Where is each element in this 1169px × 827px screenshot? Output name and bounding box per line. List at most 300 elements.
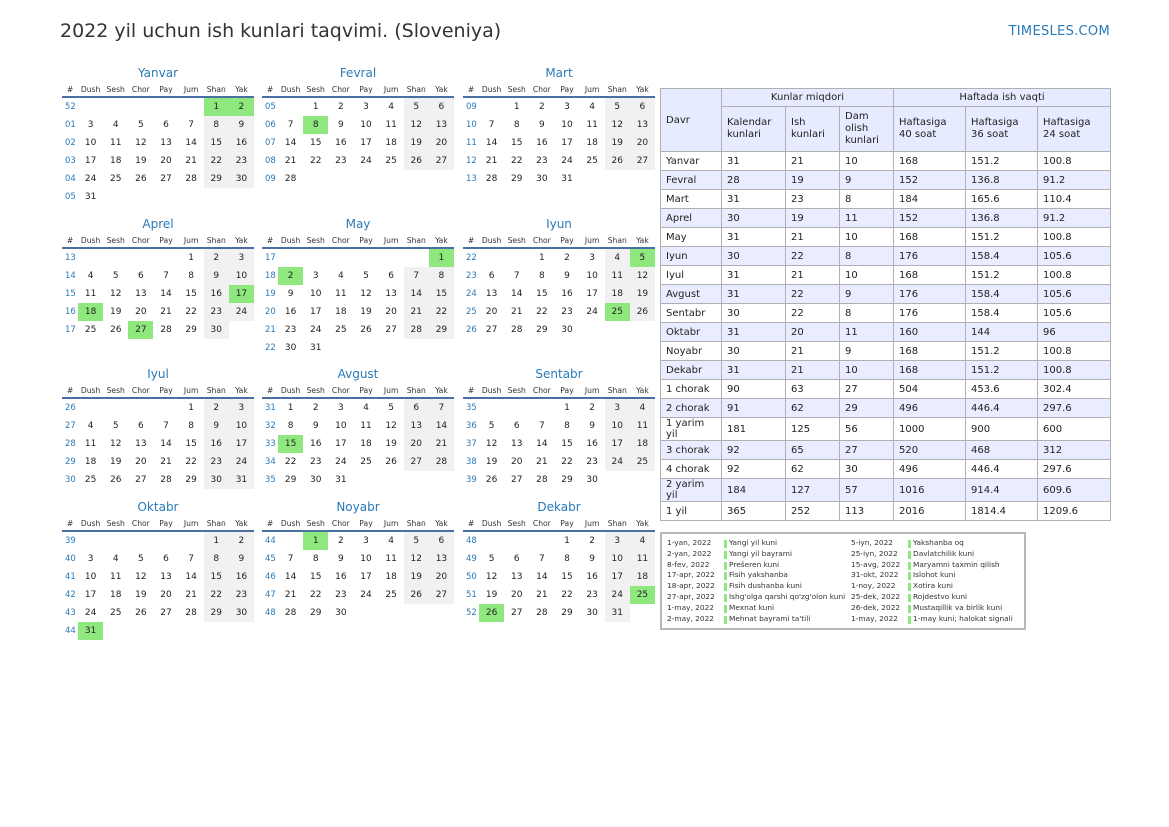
value-cell: 56 [840, 418, 894, 441]
weekday-header: Dush [278, 383, 303, 398]
holiday-date: 2-yan, 2022 [667, 548, 712, 558]
value-cell: 168 [894, 152, 966, 171]
day-cell [353, 471, 378, 489]
weekday-header: # [262, 516, 278, 531]
day-cell: 13 [135, 439, 147, 449]
weekday-header: Dush [479, 383, 504, 398]
value-cell: 168 [894, 266, 966, 285]
day-cell: 5 [605, 97, 630, 116]
day-cell: 12 [385, 421, 397, 431]
day-cell [103, 398, 128, 417]
day-cell: 26 [135, 174, 147, 184]
day-cell: 7 [287, 554, 294, 564]
day-cell [429, 471, 454, 489]
day-cell: 25 [360, 457, 372, 467]
weekday-header: Sesh [504, 82, 529, 97]
weekday-header: Yak [429, 383, 454, 398]
weekday-header: Dush [78, 383, 103, 398]
day-cell [278, 248, 303, 267]
day-cell: 28 [536, 475, 548, 485]
value-cell: 168 [894, 342, 966, 361]
holiday-date: 25-iyn, 2022 [851, 548, 898, 558]
weekday-header: Shan [605, 82, 630, 97]
day-cell: 7 [163, 421, 169, 431]
weekday-header: Yak [429, 516, 454, 531]
week-number: 48 [466, 536, 477, 546]
weekday-header: Pay [153, 82, 178, 97]
value-cell: 31 [722, 361, 786, 380]
day-cell: 29 [561, 608, 573, 618]
day-cell: 18 [385, 138, 397, 148]
weekday-header: Shan [204, 383, 229, 398]
value-cell: 22 [786, 247, 840, 266]
day-cell: 21 [160, 457, 172, 467]
weekday-header: Chor [128, 233, 153, 248]
day-cell: 6 [388, 271, 394, 281]
day-cell: 14 [185, 572, 197, 582]
day-cell [229, 321, 254, 339]
week-number: 24 [466, 289, 477, 299]
day-cell: 9 [538, 120, 545, 130]
week-number: 50 [466, 572, 477, 582]
week-row [62, 152, 254, 170]
value-cell: 609.6 [1038, 479, 1111, 502]
day-cell [179, 531, 204, 550]
week-number: 34 [265, 457, 276, 467]
value-cell: 2016 [894, 502, 966, 521]
value-cell: 29 [840, 399, 894, 418]
weekday-header: Shan [605, 233, 630, 248]
weekday-header: Dush [278, 516, 303, 531]
month-table [62, 383, 254, 489]
day-cell: 16 [586, 572, 598, 582]
value-cell: 136.8 [966, 171, 1038, 190]
day-cell: 1 [204, 97, 229, 116]
value-cell: 8 [840, 247, 894, 266]
day-cell: 23 [204, 303, 229, 321]
day-cell: 16 [309, 439, 322, 449]
day-cell: 3 [229, 248, 254, 267]
day-cell: 20 [510, 590, 523, 600]
holiday-date: 2-may, 2022 [667, 613, 714, 623]
header-work-days: Ish kunlari [786, 107, 840, 152]
weekday-header: Shan [404, 383, 429, 398]
week-row [262, 170, 454, 188]
weekday-header: Sesh [303, 233, 328, 248]
month-name: Mart [545, 66, 573, 80]
week-number: 03 [65, 156, 76, 166]
day-cell: 5 [137, 554, 144, 564]
day-cell: 23 [204, 453, 229, 471]
day-cell [128, 97, 153, 116]
value-cell: 158.4 [966, 247, 1038, 266]
week-number: 13 [65, 253, 76, 263]
day-cell: 24 [605, 586, 630, 604]
day-cell: 7 [538, 554, 545, 564]
week-number: 26 [65, 403, 76, 413]
weekday-header: Yak [429, 82, 454, 97]
weekday-header: Pay [353, 383, 378, 398]
day-cell [179, 97, 204, 116]
header-calendar-days: Kalendar kunlari [722, 107, 786, 152]
day-cell [580, 321, 605, 339]
day-cell: 18 [385, 572, 397, 582]
value-cell: 100.8 [1038, 228, 1111, 247]
day-cell: 14 [284, 138, 297, 148]
day-cell [353, 604, 378, 622]
day-cell [404, 170, 429, 188]
day-cell: 3 [87, 554, 94, 564]
holiday-marker [908, 572, 911, 580]
weekday-header: Yak [229, 516, 254, 531]
day-cell [379, 339, 404, 357]
period-cell: Oktabr [661, 323, 722, 342]
day-cell [379, 248, 404, 267]
day-cell: 4 [87, 271, 94, 281]
day-cell: 24 [229, 453, 254, 471]
week-row [463, 170, 655, 188]
day-cell: 17 [335, 439, 347, 449]
day-cell: 8 [287, 421, 294, 431]
day-cell: 8 [538, 271, 545, 281]
day-cell: 25 [109, 174, 122, 184]
weekday-header: Yak [429, 233, 454, 248]
day-cell: 10 [605, 550, 630, 568]
day-cell: 4 [605, 248, 630, 267]
weekday-header: Sesh [504, 383, 529, 398]
week-row [62, 188, 254, 206]
weekday-header: Chor [328, 516, 353, 531]
day-cell: 1 [303, 531, 328, 550]
day-cell [353, 248, 378, 267]
day-cell: 10 [84, 572, 97, 582]
month-table [463, 233, 655, 339]
day-cell: 22 [429, 303, 454, 321]
day-cell: 16 [586, 439, 598, 449]
day-cell: 29 [185, 475, 197, 485]
day-cell: 17 [360, 138, 372, 148]
day-cell: 19 [385, 439, 397, 449]
day-cell: 7 [287, 120, 294, 130]
weekday-header: Sesh [504, 233, 529, 248]
week-row [262, 285, 454, 303]
value-cell: 1000 [894, 418, 966, 441]
weekday-header: Jum [379, 233, 404, 248]
day-cell: 12 [485, 572, 498, 582]
day-cell: 5 [404, 531, 429, 550]
day-cell: 11 [605, 267, 630, 285]
week-row [62, 550, 254, 568]
month-fevral [262, 64, 454, 188]
holiday-name: Ishg'olga qarshi qo'zg'olon kuni [729, 591, 846, 601]
day-cell: 21 [485, 156, 498, 166]
period-cell: Fevral [661, 171, 722, 190]
day-cell: 10 [229, 417, 254, 435]
day-cell: 31 [78, 622, 103, 640]
day-cell: 29 [536, 325, 548, 335]
weekday-header: # [262, 82, 278, 97]
day-cell: 15 [510, 138, 523, 148]
day-cell: 21 [510, 307, 523, 317]
day-cell: 25 [385, 590, 397, 600]
holiday-date: 18-apr, 2022 [667, 581, 715, 591]
value-cell: 168 [894, 361, 966, 380]
weekday-header: Jum [580, 82, 605, 97]
holiday-marker [724, 572, 727, 580]
holiday-name: Mehnat bayrami ta'tili [729, 613, 811, 623]
day-cell: 12 [630, 267, 655, 285]
day-cell: 27 [135, 475, 147, 485]
month-name: Avgust [337, 367, 379, 381]
day-cell: 13 [485, 289, 498, 299]
day-cell: 30 [309, 475, 322, 485]
day-cell: 17 [605, 568, 630, 586]
day-cell: 18 [630, 435, 655, 453]
day-cell: 3 [312, 271, 319, 281]
value-cell: 496 [894, 460, 966, 479]
day-cell: 18 [586, 138, 598, 148]
day-cell: 24 [309, 325, 322, 335]
value-cell: 144 [966, 323, 1038, 342]
weekday-header: # [463, 516, 479, 531]
value-cell: 31 [722, 190, 786, 209]
holiday-date: 5-iyn, 2022 [851, 538, 893, 547]
value-cell: 9 [840, 285, 894, 304]
weekday-header: Sesh [504, 516, 529, 531]
day-cell [429, 604, 454, 622]
day-cell: 16 [229, 568, 254, 586]
value-cell: 600 [1038, 418, 1111, 441]
value-cell: 21 [786, 266, 840, 285]
day-cell: 4 [112, 554, 119, 564]
month-name: Noyabr [336, 500, 380, 514]
day-cell: 4 [630, 398, 655, 417]
day-cell: 24 [84, 608, 97, 618]
day-cell: 2 [204, 248, 229, 267]
weekday-header: Shan [204, 82, 229, 97]
day-cell: 3 [229, 398, 254, 417]
day-cell: 26 [605, 152, 630, 170]
period-cell: 2 chorak [661, 399, 722, 418]
day-cell [630, 321, 655, 339]
day-cell: 1 [513, 102, 520, 112]
day-cell: 26 [479, 604, 504, 622]
holiday-marker [724, 551, 727, 559]
day-cell: 4 [388, 536, 394, 546]
holiday-name: Yangi yil bayrami [729, 548, 793, 558]
value-cell: 100.8 [1038, 361, 1111, 380]
weekday-header: Sesh [103, 383, 128, 398]
week-number: 08 [265, 156, 276, 166]
week-row [262, 116, 454, 134]
day-cell: 20 [485, 307, 498, 317]
weekday-header: Shan [605, 383, 630, 398]
day-cell: 29 [185, 325, 197, 335]
month-name: Iyul [147, 367, 169, 381]
value-cell: 252 [786, 502, 840, 521]
weekday-header: Pay [153, 383, 178, 398]
value-cell: 453.6 [966, 380, 1038, 399]
day-cell: 19 [404, 568, 429, 586]
day-cell [303, 248, 328, 267]
day-cell: 18 [605, 285, 630, 303]
day-cell: 27 [510, 608, 523, 618]
day-cell [605, 471, 630, 489]
month-table [262, 233, 454, 357]
month-iyul [62, 365, 254, 489]
week-row [262, 134, 454, 152]
week-number: 46 [265, 572, 276, 582]
day-cell: 6 [513, 554, 520, 564]
day-cell: 26 [485, 475, 498, 485]
day-cell: 16 [204, 435, 229, 453]
day-cell: 19 [404, 134, 429, 152]
day-cell: 26 [404, 152, 429, 170]
day-cell: 9 [229, 550, 254, 568]
week-row [262, 339, 454, 357]
day-cell [605, 321, 630, 339]
day-cell [303, 170, 328, 188]
week-number: 04 [65, 174, 76, 184]
week-number: 32 [265, 421, 276, 431]
day-cell: 10 [360, 120, 372, 130]
day-cell [229, 622, 254, 640]
value-cell: 100.8 [1038, 266, 1111, 285]
day-cell [379, 604, 404, 622]
day-cell: 6 [513, 421, 520, 431]
day-cell: 9 [337, 554, 344, 564]
value-cell: 31 [722, 266, 786, 285]
week-number: 39 [65, 536, 76, 546]
day-cell: 8 [204, 116, 229, 134]
day-cell: 21 [284, 590, 297, 600]
day-cell: 7 [404, 267, 429, 285]
header-36h: Haftasiga 36 soat [966, 107, 1038, 152]
week-number: 05 [65, 192, 76, 202]
week-number: 17 [265, 253, 276, 263]
holiday-name: Maryamni taxmin qilish [913, 559, 1000, 569]
site-link[interactable]: TIMESLES.COM [1008, 24, 1110, 39]
day-cell: 28 [485, 174, 498, 184]
stats-row [661, 361, 1111, 380]
week-number: 18 [265, 271, 276, 281]
day-cell: 5 [112, 271, 119, 281]
day-cell: 1 [564, 403, 570, 413]
day-cell [153, 531, 178, 550]
day-cell: 30 [229, 604, 254, 622]
day-cell: 30 [229, 170, 254, 188]
day-cell [404, 471, 429, 489]
week-row [62, 97, 254, 116]
week-number: 22 [466, 253, 477, 263]
day-cell: 11 [335, 289, 347, 299]
day-cell: 21 [404, 303, 429, 321]
day-cell [529, 398, 554, 417]
weekday-header: # [463, 383, 479, 398]
day-cell: 8 [564, 554, 570, 564]
day-cell: 14 [160, 289, 172, 299]
holiday-date: 1-noy, 2022 [851, 581, 896, 591]
day-cell: 15 [309, 572, 322, 582]
day-cell: 26 [360, 325, 372, 335]
day-cell: 18 [78, 303, 103, 321]
day-cell: 27 [630, 152, 655, 170]
day-cell: 9 [204, 267, 229, 285]
value-cell: 91.2 [1038, 209, 1111, 228]
value-cell: 31 [722, 228, 786, 247]
week-row [463, 435, 655, 453]
value-cell: 158.4 [966, 304, 1038, 323]
weekday-header: # [62, 383, 78, 398]
day-cell: 7 [163, 271, 169, 281]
day-cell: 24 [360, 156, 372, 166]
day-cell: 8 [188, 421, 194, 431]
day-cell: 29 [309, 608, 322, 618]
day-cell: 27 [128, 321, 153, 339]
weekday-header: Shan [404, 233, 429, 248]
day-cell: 8 [303, 116, 328, 134]
value-cell: 100.8 [1038, 152, 1111, 171]
weekday-header: Yak [229, 383, 254, 398]
day-cell: 25 [109, 608, 122, 618]
week-row [463, 586, 655, 604]
value-cell: 19 [786, 171, 840, 190]
day-cell: 3 [605, 531, 630, 550]
day-cell: 14 [536, 572, 548, 582]
value-cell: 100.8 [1038, 342, 1111, 361]
day-cell: 28 [185, 174, 197, 184]
weekday-header: Yak [630, 383, 655, 398]
week-row [62, 531, 254, 550]
value-cell: 11 [840, 209, 894, 228]
stats-row [661, 479, 1111, 502]
header-24h: Haftasiga 24 soat [1038, 107, 1111, 152]
day-cell: 13 [429, 550, 454, 568]
day-cell: 24 [561, 156, 573, 166]
week-row [463, 531, 655, 550]
stats-table [660, 88, 1111, 521]
day-cell: 6 [404, 398, 429, 417]
holiday-date: 15-avg, 2022 [851, 559, 901, 569]
value-cell: 96 [1038, 323, 1111, 342]
day-cell [580, 170, 605, 188]
day-cell: 21 [429, 435, 454, 453]
week-number: 19 [265, 289, 276, 299]
day-cell [153, 398, 178, 417]
day-cell: 1 [429, 248, 454, 267]
value-cell: 151.2 [966, 152, 1038, 171]
value-cell: 184 [722, 479, 786, 502]
week-row [62, 604, 254, 622]
day-cell [153, 97, 178, 116]
week-row [463, 134, 655, 152]
header-period: Davr [661, 89, 722, 152]
period-cell: 4 chorak [661, 460, 722, 479]
weekday-header: Yak [630, 516, 655, 531]
week-row [262, 604, 454, 622]
day-cell: 28 [160, 325, 172, 335]
weekday-header: Sesh [103, 233, 128, 248]
value-cell: 110.4 [1038, 190, 1111, 209]
day-cell: 1 [287, 403, 294, 413]
stats-row [661, 152, 1111, 171]
period-cell: Yanvar [661, 152, 722, 171]
holiday-date: 25-dek, 2022 [851, 591, 901, 601]
day-cell [630, 170, 655, 188]
day-cell: 29 [510, 174, 523, 184]
day-cell: 26 [630, 303, 655, 321]
day-cell: 21 [284, 156, 297, 166]
